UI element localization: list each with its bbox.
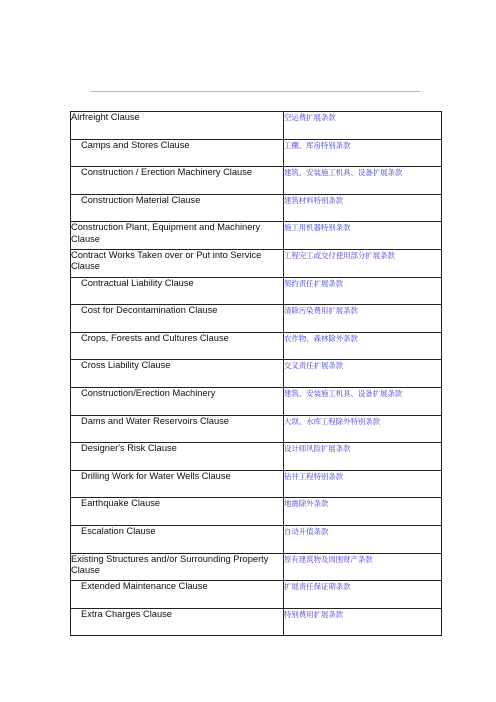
clause-chinese: 交叉责任扩展条款 <box>284 360 442 388</box>
clause-row <box>71 167 442 195</box>
clause-row <box>71 222 442 250</box>
clause-english: Construction / Erection Machinery Clause <box>71 167 284 195</box>
clause-english: Existing Structures and/or Surrounding Property Clause <box>71 553 284 581</box>
clause-row <box>71 249 442 277</box>
clause-chinese: 地震除外条款 <box>284 498 442 526</box>
clause-english: Extended Maintenance Clause <box>71 581 284 609</box>
clause-row <box>71 553 442 581</box>
clause-chinese: 特别费用扩展条款 <box>284 608 442 636</box>
clause-row <box>71 608 442 636</box>
clause-chinese: 原有建筑物及周围财产条款 <box>284 553 442 581</box>
clause-english: Construction/Erection Machinery <box>71 387 284 415</box>
clause-row <box>71 305 442 333</box>
clause-row <box>71 277 442 305</box>
clause-table <box>70 111 442 636</box>
clause-chinese: 清除污染费用扩展条款 <box>284 305 442 333</box>
clause-english: Cost for Decontamination Clause <box>71 305 284 333</box>
clause-chinese: 建筑、安装施工机具、设备扩展条款 <box>284 387 442 415</box>
clause-chinese: 契约责任扩展条款 <box>284 277 442 305</box>
clause-chinese: 空运费扩展条款 <box>284 112 442 140</box>
clause-chinese: 工棚、库房特别条款 <box>284 139 442 167</box>
clause-english: Airfreight Clause <box>71 112 284 140</box>
clause-english: Drilling Work for Water Wells Clause <box>71 470 284 498</box>
clause-english: Cross Liability Clause <box>71 360 284 388</box>
clause-chinese: 农作物、森林除外条款 <box>284 332 442 360</box>
clause-chinese: 钻井工程特别条款 <box>284 470 442 498</box>
clause-row <box>71 360 442 388</box>
clause-english: Construction Material Clause <box>71 194 284 222</box>
clause-row <box>71 581 442 609</box>
clause-english: Designer's Risk Clause <box>71 443 284 471</box>
clause-chinese: 建筑材料特别条款 <box>284 194 442 222</box>
clause-english: Earthquake Clause <box>71 498 284 526</box>
clause-chinese: 扩展责任保证期条款 <box>284 581 442 609</box>
clause-english: Crops, Forests and Cultures Clause <box>71 332 284 360</box>
clause-chinese: 自动升值条款 <box>284 525 442 553</box>
clause-row <box>71 525 442 553</box>
header-rule <box>90 91 420 92</box>
clause-english: Contract Works Taken over or Put into Service Clause <box>71 249 284 277</box>
clause-chinese: 设计师风险扩展条款 <box>284 443 442 471</box>
clause-english: Extra Charges Clause <box>71 608 284 636</box>
clause-row <box>71 112 442 140</box>
clause-row <box>71 194 442 222</box>
clause-english: Dams and Water Reservoirs Clause <box>71 415 284 443</box>
clause-row <box>71 498 442 526</box>
clause-english: Contractual Liability Clause <box>71 277 284 305</box>
clause-row <box>71 332 442 360</box>
clause-row <box>71 443 442 471</box>
clause-chinese: 建筑、安装施工机具、设备扩展条款 <box>284 167 442 195</box>
clause-row <box>71 139 442 167</box>
clause-row <box>71 470 442 498</box>
clause-chinese: 工程完工或交付使用部分扩展条款 <box>284 249 442 277</box>
clause-english: Escalation Clause <box>71 525 284 553</box>
clause-chinese: 施工用机器特别条款 <box>284 222 442 250</box>
clause-row <box>71 387 442 415</box>
clause-table-body <box>71 112 442 636</box>
clause-chinese: 大坝、水库工程除外特别条款 <box>284 415 442 443</box>
clause-english: Camps and Stores Clause <box>71 139 284 167</box>
clause-english: Construction Plant, Equipment and Machinery Clause <box>71 222 284 250</box>
clause-row <box>71 415 442 443</box>
